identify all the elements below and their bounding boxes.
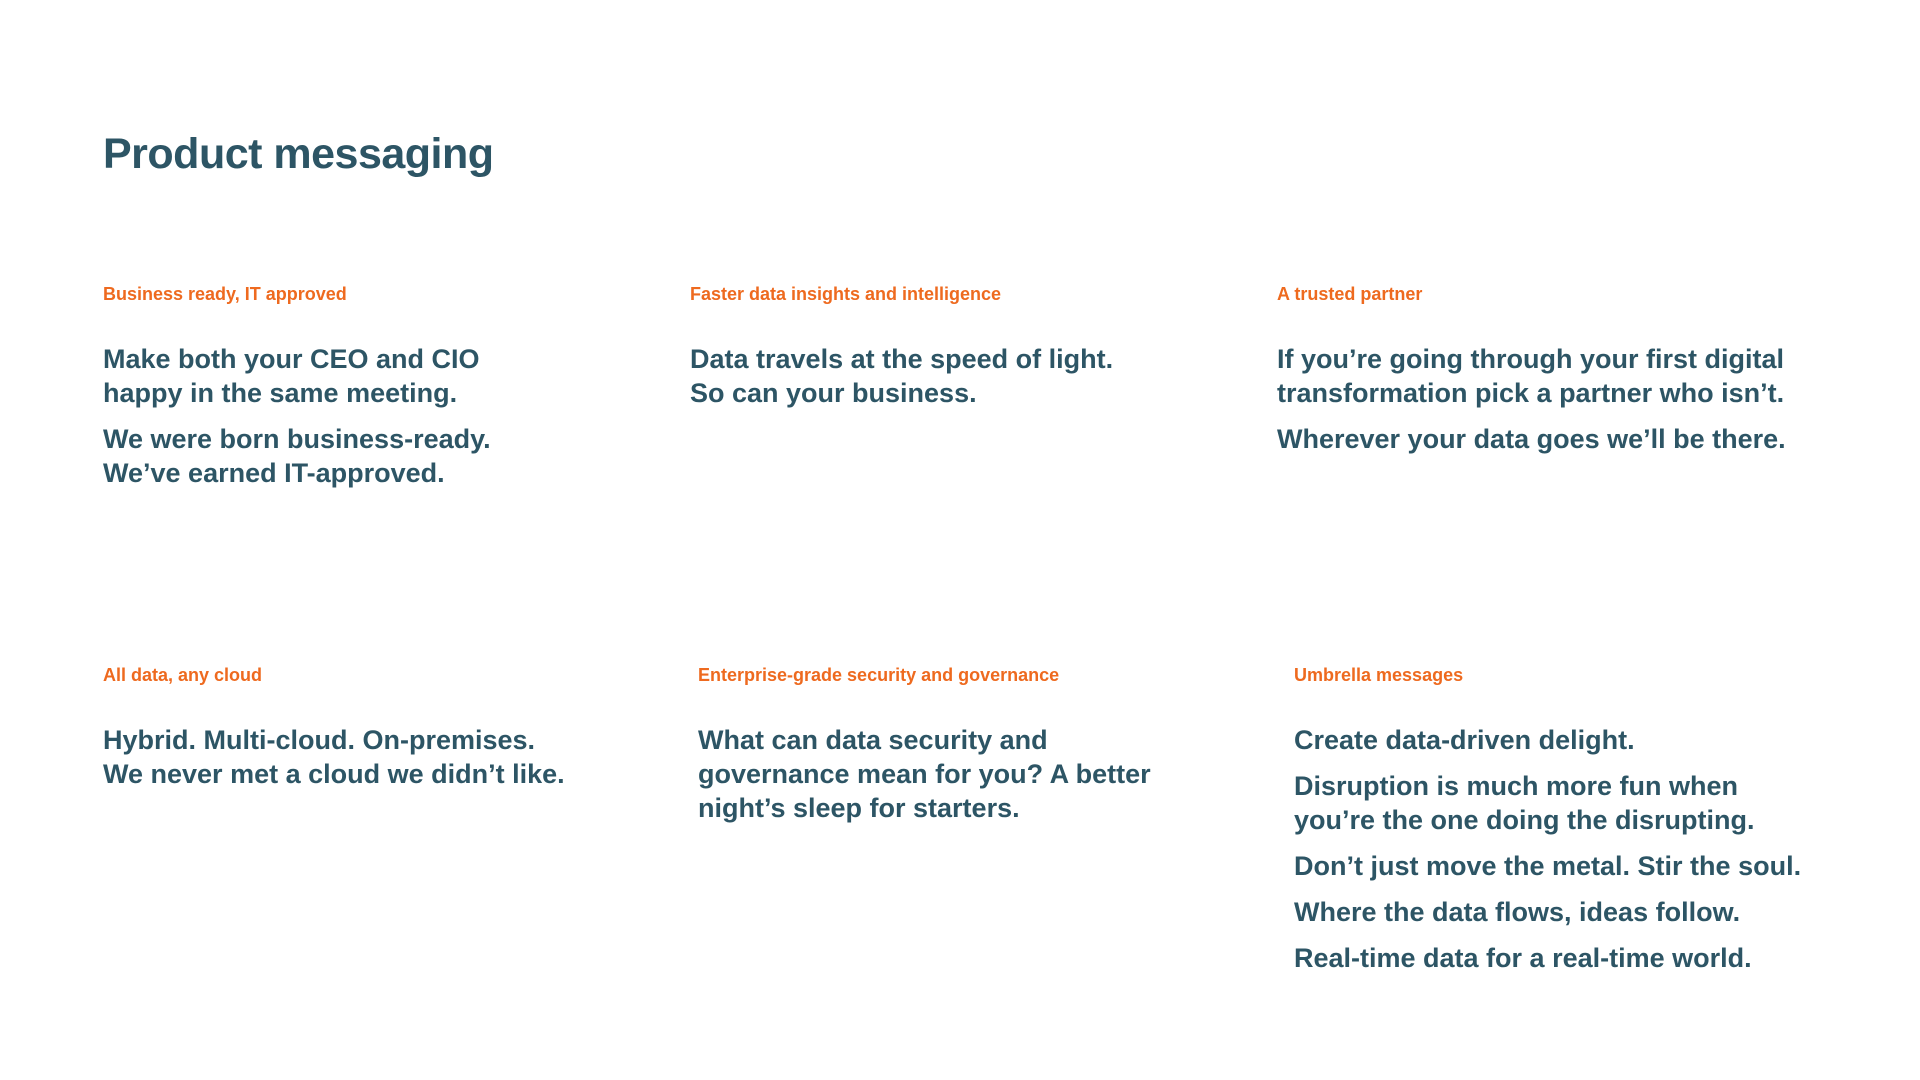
- message-line: you’re the one doing the disrupting.: [1294, 805, 1755, 835]
- section-label: Enterprise-grade security and governance: [698, 665, 1060, 685]
- message-line: governance mean for you? A better: [698, 759, 1151, 789]
- message: [698, 723, 1258, 825]
- message-line: So can your business.: [690, 378, 977, 408]
- section-label: Business ready, IT approved: [103, 284, 347, 304]
- message-line: Real-time data for a real-time world.: [1294, 943, 1752, 973]
- message-line: Don’t just move the metal. Stir the soul.: [1294, 851, 1802, 881]
- message-line: We were born business-ready.: [103, 424, 491, 454]
- message-line: Wherever your data goes we’ll be there.: [1277, 424, 1786, 454]
- message: [1294, 895, 1854, 929]
- section-all-data-any-cloud: [103, 663, 663, 791]
- message: [103, 422, 663, 490]
- section-faster-data-insights: [690, 282, 1250, 410]
- message-list: [1277, 342, 1837, 456]
- message-line: We never met a cloud we didn’t like.: [103, 759, 565, 789]
- section-label: All data, any cloud: [103, 665, 263, 685]
- message-line: What can data security and: [698, 725, 1048, 755]
- message-line: Data travels at the speed of light.: [690, 344, 1114, 374]
- message-list: [103, 723, 663, 791]
- message-line: We’ve earned IT-approved.: [103, 458, 445, 488]
- message-line: night’s sleep for starters.: [698, 793, 1020, 823]
- message-line: Make both your CEO and CIO: [103, 344, 480, 374]
- message-line: happy in the same meeting.: [103, 378, 458, 408]
- message-list: [690, 342, 1250, 410]
- message: [1277, 422, 1837, 456]
- message: [1277, 342, 1837, 410]
- message: [690, 342, 1250, 410]
- message-line: Disruption is much more fun when: [1294, 771, 1739, 801]
- message: [1294, 849, 1854, 883]
- section-label: Umbrella messages: [1294, 665, 1464, 685]
- message: [103, 342, 663, 410]
- message: [103, 723, 663, 791]
- message-list: [103, 342, 663, 490]
- message-list: [698, 723, 1258, 825]
- section-label: Faster data insights and intelligence: [690, 284, 1002, 304]
- message: [1294, 941, 1854, 975]
- message-list: [1294, 723, 1854, 975]
- section-security-governance: [698, 663, 1258, 825]
- section-label: A trusted partner: [1277, 284, 1423, 304]
- page-title: Product messaging: [103, 130, 494, 178]
- message-line: If you’re going through your first digital: [1277, 344, 1784, 374]
- message: [1294, 723, 1854, 757]
- message-line: Create data-driven delight.: [1294, 725, 1635, 755]
- message-line: Hybrid. Multi-cloud. On-premises.: [103, 725, 536, 755]
- message: [1294, 769, 1854, 837]
- message-line: transformation pick a partner who isn’t.: [1277, 378, 1785, 408]
- section-umbrella-messages: [1294, 663, 1854, 975]
- section-trusted-partner: [1277, 282, 1837, 456]
- section-business-ready: [103, 282, 663, 490]
- message-line: Where the data flows, ideas follow.: [1294, 897, 1741, 927]
